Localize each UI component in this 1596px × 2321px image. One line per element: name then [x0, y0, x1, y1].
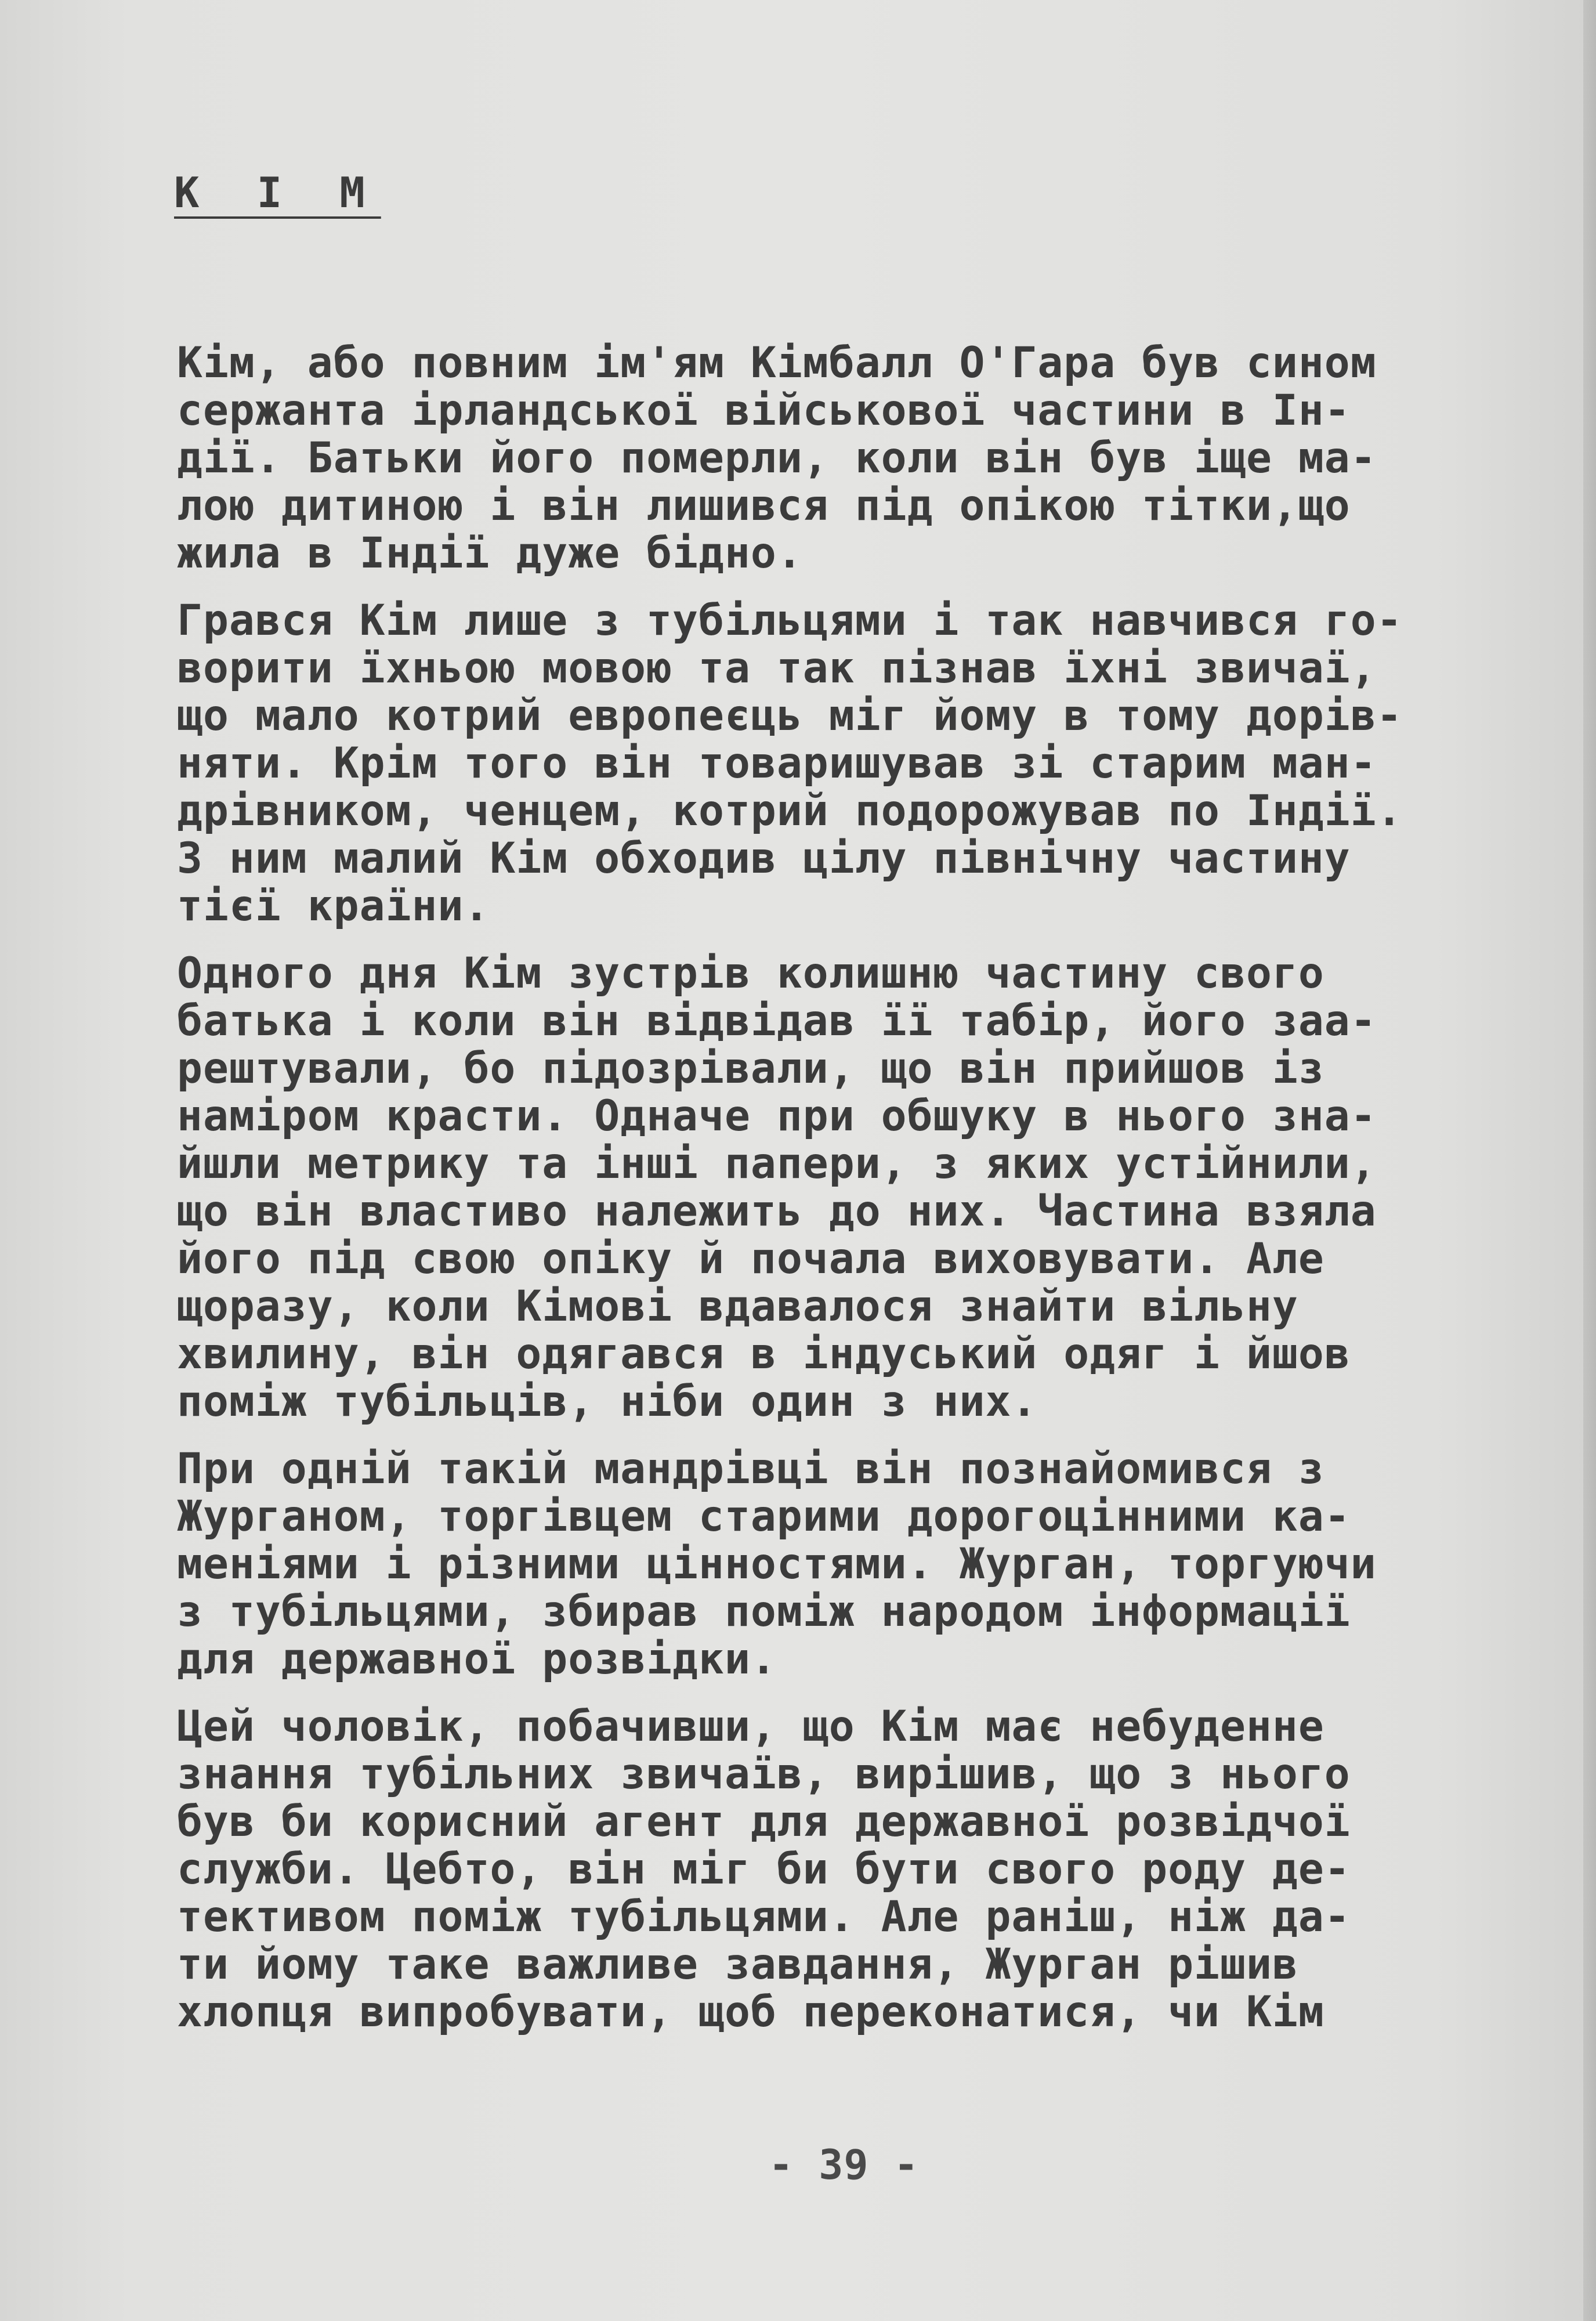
page-title: К І М: [174, 168, 381, 217]
text-line: З ним малий Кім обходив цілу північну частину: [177, 834, 1351, 883]
text-line: рештували, бо підозрівали, що він прийшов із: [177, 1044, 1324, 1093]
paragraph: [177, 1703, 1523, 2036]
text-line: Одного дня Кім зустрів колишню частину свого: [177, 949, 1324, 998]
text-line: щоразу, коли Кімові вдавалося знайти вільну: [177, 1282, 1298, 1331]
text-line: дії. Батьки його померли, коли він був іще ма-: [177, 433, 1377, 483]
text-line: лою дитиною і він лишився під опікою тітки,що: [177, 481, 1351, 530]
text-line: його під свою опіку й почала виховувати. Але: [177, 1234, 1324, 1284]
page-edge: [1583, 0, 1596, 2321]
text-line: хлопця випробувати, щоб переконатися, чи Кім: [177, 1987, 1324, 2037]
text-line: для державної розвідки.: [177, 1635, 777, 1684]
text-line: сержанта ірландської військової частини в Ін-: [177, 386, 1351, 435]
text-line: був би корисний агент для державної розвідчої: [177, 1797, 1351, 1846]
text-line: тієї країни.: [177, 881, 490, 931]
text-line: няти. Крім того він товаришував зі старим ман-: [177, 739, 1377, 788]
paragraph: [177, 597, 1523, 930]
text-line: батька і коли він відвідав її табір, його заа-: [177, 996, 1377, 1046]
text-line: ти йому таке важливе завдання, Журган рішив: [177, 1940, 1298, 1989]
text-line: дрівником, ченцем, котрий подорожував по Індії.: [177, 786, 1403, 836]
text-line: Кім, або повним ім'ям Кімбалл О'Гара був сином: [177, 338, 1377, 388]
body-text: [177, 339, 1523, 2056]
text-line: ворити їхньою мовою та так пізнав їхні звичаї,: [177, 643, 1377, 693]
text-line: поміж тубільців, ніби один з них.: [177, 1377, 1038, 1426]
page-number: - 39 -: [769, 2141, 919, 2189]
text-line: знання тубільних звичаїв, вирішив, що з нього: [177, 1749, 1351, 1799]
text-line: Грався Кім лише з тубільцями і так навчився го-: [177, 596, 1403, 645]
paragraph: [177, 1445, 1523, 1683]
text-line: наміром красти. Одначе при обшуку в нього зна-: [177, 1091, 1377, 1141]
text-line: жила в Індії дуже бідно.: [177, 529, 803, 578]
text-line: Журганом, торгівцем старими дорогоцінними ка-: [177, 1492, 1351, 1541]
text-line: з тубільцями, збирав поміж народом інформації: [177, 1587, 1351, 1636]
text-line: що він властиво належить до них. Частина взяла: [177, 1187, 1377, 1236]
paragraph: [177, 339, 1523, 577]
text-line: Цей чоловік, побачивши, що Кім має небуденне: [177, 1702, 1324, 1751]
text-line: меніями і різними цінностями. Журган, торгуючи: [177, 1539, 1377, 1589]
text-line: йшли метрику та інші папери, з яких устійнили,: [177, 1139, 1377, 1188]
text-line: служби. Цебто, він міг би бути свого роду де-: [177, 1845, 1351, 1894]
text-line: що мало котрий европеєць міг йому в тому дорів-: [177, 691, 1403, 740]
text-line: При одній такій мандрівці він познайомився з: [177, 1444, 1324, 1494]
text-line: тективом поміж тубільцями. Але раніш, ніж да-: [177, 1892, 1351, 1942]
text-line: хвилину, він одягався в індуський одяг і йшов: [177, 1329, 1351, 1379]
paragraph: [177, 950, 1523, 1426]
